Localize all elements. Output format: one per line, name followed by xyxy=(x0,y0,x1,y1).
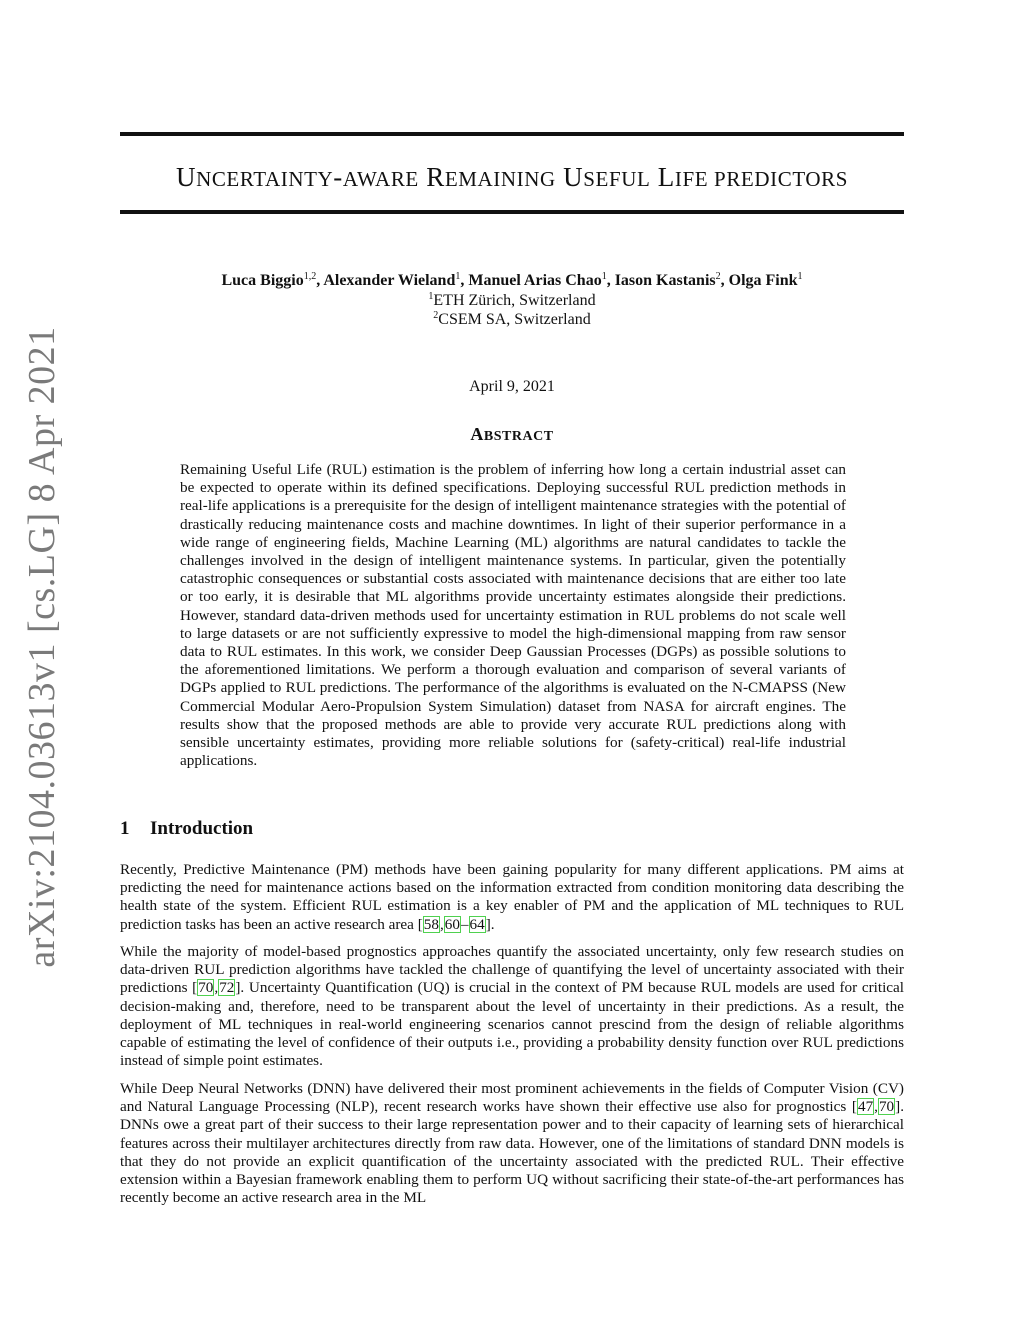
author-affiliation-mark: 2 xyxy=(715,271,721,282)
author-affiliation-mark: 1 xyxy=(601,271,607,282)
citation-link[interactable]: 60 xyxy=(444,915,460,933)
abstract-text: Remaining Useful Life (RUL) estimation is the problem of inferring how long a certain industrial asset can be expected to operate within its defined specifications. Deploying successful RUL prediction methods in real-life applications is a prerequisite for the design of intelligent maintenance strategies with the potential of drastically reducing maintenance costs and machine downtimes. In light of their superior performance in a wide range of engineering fields, Machine Learning (ML) algorithms are natural candidates to tackle the challenges involved in the design of intelligent maintenance systems. In particular, given the potentially catastrophic consequences or substantial costs associated with maintenance decisions that are either too late or too early, it is desirable that ML algorithms provide uncertainty estimates alongside their predictions. However, standard data-driven methods used for uncertainty estimation in RUL problems do not scale well to large datasets or are not sufficiently expressive to model the high-dimensional mapping from raw sensor data to RUL estimates. In this work, we consider Deep Gaussian Processes (DGPs) as possible solutions to the aforementioned limitations. We perform a thorough evaluation and comparison of several variants of DGPs applied to RUL predictions. The performance of the algorithms is evaluated on the N-CMAPSS (New Commercial Modular Aero-Propulsion System Simulation) dataset from NASA for aircraft engines. The results show that the proposed methods are able to provide very accurate RUL predictions along with sensible uncertainty estimates, providing more reliable solutions for (safety-critical) real-life industrial applications. xyxy=(180,461,846,770)
section-number: 1 xyxy=(120,818,130,839)
author-affiliation-mark: 1 xyxy=(797,271,803,282)
author-name: Alexander Wieland xyxy=(323,272,456,289)
citation-link[interactable]: 58 xyxy=(423,915,439,933)
publication-date: April 9, 2021 xyxy=(469,378,555,395)
author-name: Luca Biggio xyxy=(221,272,304,289)
section-title: Introduction xyxy=(150,818,254,839)
section-heading-introduction xyxy=(120,817,253,841)
author-name: Olga Fink xyxy=(728,272,798,289)
citation-link[interactable]: 64 xyxy=(469,915,485,933)
author-name: Manuel Arias Chao xyxy=(468,272,602,289)
intro-paragraph-1: Recently, Predictive Maintenance (PM) methods have been gaining popularity for many different applications. PM aims at predicting the need for maintenance actions based on the information extracted from condition monitoring data describing the health state of the system. Efficient RUL estimation is a key enabler of PM and the application of ML techniques to RUL prediction tasks has been an active research area [58,60–64]. xyxy=(120,861,904,933)
paper-title: UNCERTAINTY-AWARE REMAINING USEFUL LIFE PREDICTORS xyxy=(175,162,849,192)
affiliation-2: $^2$CSEM SA, Switzerland xyxy=(433,310,591,328)
citation-link[interactable]: 47 xyxy=(857,1098,874,1116)
affiliation-1: $^1$ETH Zürich, Switzerland xyxy=(428,291,596,309)
citation-link[interactable]: 70 xyxy=(198,979,214,997)
citation-link[interactable]: 70 xyxy=(878,1098,895,1116)
title-bottom-rule xyxy=(120,210,904,214)
abstract-heading: ABSTRACT xyxy=(470,424,554,444)
author-name: Iason Kastanis xyxy=(614,272,716,289)
intro-paragraph-2: While the majority of model-based prognostics approaches quantify the associated uncertainty, only few research studies on data-driven RUL prediction algorithms have tackled the challenge of quantifying the level of uncertainty associated with their predictions [70,72]. Uncertainty Quantification (UQ) is crucial in the context of PM because RUL models are used for critical decision-making and, therefore, need to be transparent about the level of uncertainty in their predictions. As a result, the deployment of ML techniques in real-world engineering scenarios cannot prescind from the design of reliable algorithms capable of estimating the level of confidence of their outputs i.e., providing a probability density function over RUL predictions instead of simple point estimates. xyxy=(120,943,904,1070)
arxiv-identifier-stamp: arXiv:2104.03613v1 [cs.LG] 8 Apr 2021 xyxy=(21,326,63,968)
author-affiliation-mark: 1,2 xyxy=(303,271,317,282)
author-list: Luca Biggio$^{1,2}$, Alexander Wieland$^1$, Manuel Arias Chao$^1$, Iason Kastanis$^2$, Olga Fink$^1$ xyxy=(221,271,803,289)
title-top-rule xyxy=(120,132,904,136)
citation-link[interactable]: 72 xyxy=(219,979,235,997)
author-affiliation-mark: 1 xyxy=(455,271,461,282)
intro-paragraph-3: While Deep Neural Networks (DNN) have delivered their most prominent achievements in the fields of Computer Vision (CV) and Natural Language Processing (NLP), recent research works have shown their effective use also for prognostics [47,70]. DNNs owe a great part of their success to their large representation power and to their capacity of learning sets of hierarchical features across their multilayer architectures directly from raw data. However, one of the limitations of standard DNN models is that they do not provide an explicit quantification of the uncertainty associated with the predicted RUL. Their effective extension within a Bayesian framework enabling them to perform UQ without sacrificing their state-of-the-art performances has recently become an active research area in the ML xyxy=(120,1080,904,1207)
